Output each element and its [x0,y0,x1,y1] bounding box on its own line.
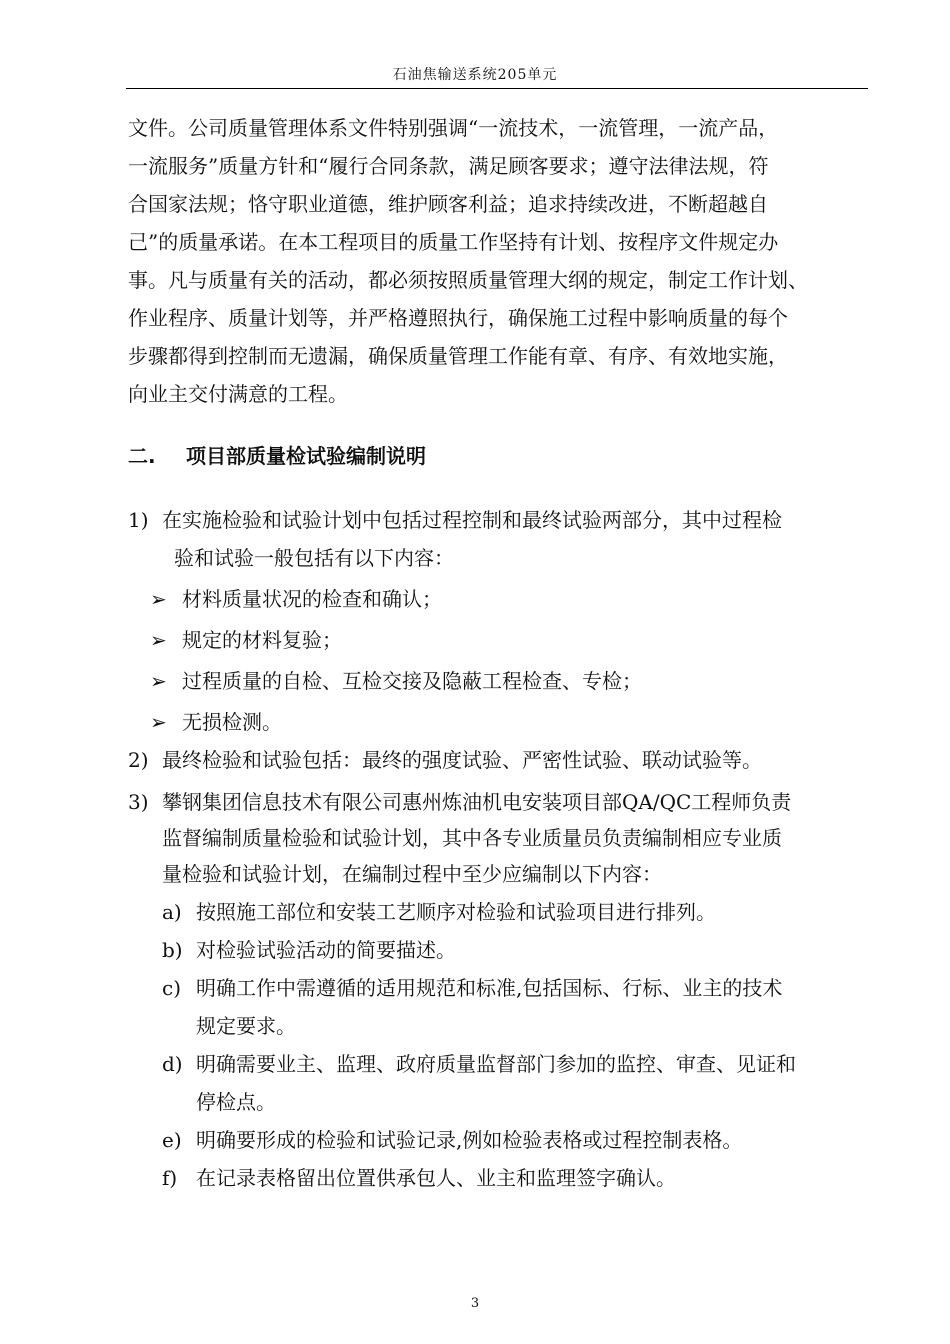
subitem-marker: e) [162,1128,182,1152]
bullet-item: 规定的材料复验； [182,628,342,652]
subitem-text: 明确需要业主、监理、政府质量监督部门参加的监控、审查、见证和 [196,1052,796,1076]
section-number: 二. [128,444,156,468]
subitem-text: 规定要求。 [196,1014,296,1038]
bullet-item: 无损检测。 [182,710,282,734]
intro-line: 合国家法规；恪守职业道德，维护顾客利益；追求持续改进，不断超越自 [128,192,768,216]
subitem-text: 明确要形成的检验和试验记录,例如检验表格或过程控制表格。 [196,1128,743,1152]
bullet-arrow-icon: ➢ [150,587,167,611]
intro-line: 向业主交付满意的工程。 [128,382,348,406]
list-marker: 1) [128,508,149,532]
list-item-text: 攀钢集团信息技术有限公司惠州炼油机电安装项目部QA/QC工程师负责 [162,790,792,814]
intro-line: 步骤都得到控制而无遗漏，确保质量管理工作能有章、有序、有效地实施， [128,344,788,368]
subitem-text: 对检验试验活动的简要描述。 [196,938,456,962]
list-item-text: 最终检验和试验包括：最终的强度试验、严密性试验、联动试验等。 [162,748,762,772]
list-marker: 2) [128,748,149,772]
bullet-arrow-icon: ➢ [150,710,167,734]
page-header-title: 石油焦输送系统205单元 [392,67,558,83]
subitem-text: 明确工作中需遵循的适用规范和标准,包括国标、行标、业主的技术 [196,976,783,1000]
subitem-marker: a) [162,900,182,924]
list-item-text: 验和试验一般包括有以下内容： [174,546,454,570]
bullet-item: 过程质量的自检、互检交接及隐蔽工程检查、专检； [182,669,642,693]
subitem-marker: c) [162,976,182,1000]
list-marker: 3) [128,790,149,814]
subitem-marker: b) [162,938,183,962]
list-item-text: 量检验和试验计划，在编制过程中至少应编制以下内容： [162,862,662,886]
subitem-text: 按照施工部位和安装工艺顺序对检验和试验项目进行排列。 [196,900,716,924]
intro-line: 文件。公司质量管理体系文件特别强调“一流技术，一流管理，一流产品， [128,116,779,140]
header-divider [126,88,868,89]
bullet-arrow-icon: ➢ [150,669,167,693]
intro-line: 作业程序、质量计划等，并严格遵照执行，确保施工过程中影响质量的每个 [128,306,788,330]
subitem-marker: f) [162,1166,178,1190]
page-number: 3 [470,1296,480,1311]
section-title: 项目部质量检试验编制说明 [186,444,426,468]
bullet-item: 材料质量状况的检查和确认； [182,587,442,611]
list-item-text: 在实施检验和试验计划中包括过程控制和最终试验两部分，其中过程检 [162,508,782,532]
intro-line: 己”的质量承诺。在本工程项目的质量工作坚持有计划、按程序文件规定办 [128,230,779,254]
subitem-marker: d) [162,1052,183,1076]
intro-line: 一流服务”质量方针和“履行合同条款，满足顾客要求；遵守法律法规，符 [128,154,769,178]
intro-line: 事。凡与质量有关的活动，都必须按照质量管理大纲的规定，制定工作计划、 [128,268,808,292]
list-item-text: 监督编制质量检验和试验计划，其中各专业质量员负责编制相应专业质 [162,826,782,850]
bullet-arrow-icon: ➢ [150,628,167,652]
subitem-text: 停检点。 [196,1090,276,1114]
subitem-text: 在记录表格留出位置供承包人、业主和监理签字确认。 [196,1166,676,1190]
